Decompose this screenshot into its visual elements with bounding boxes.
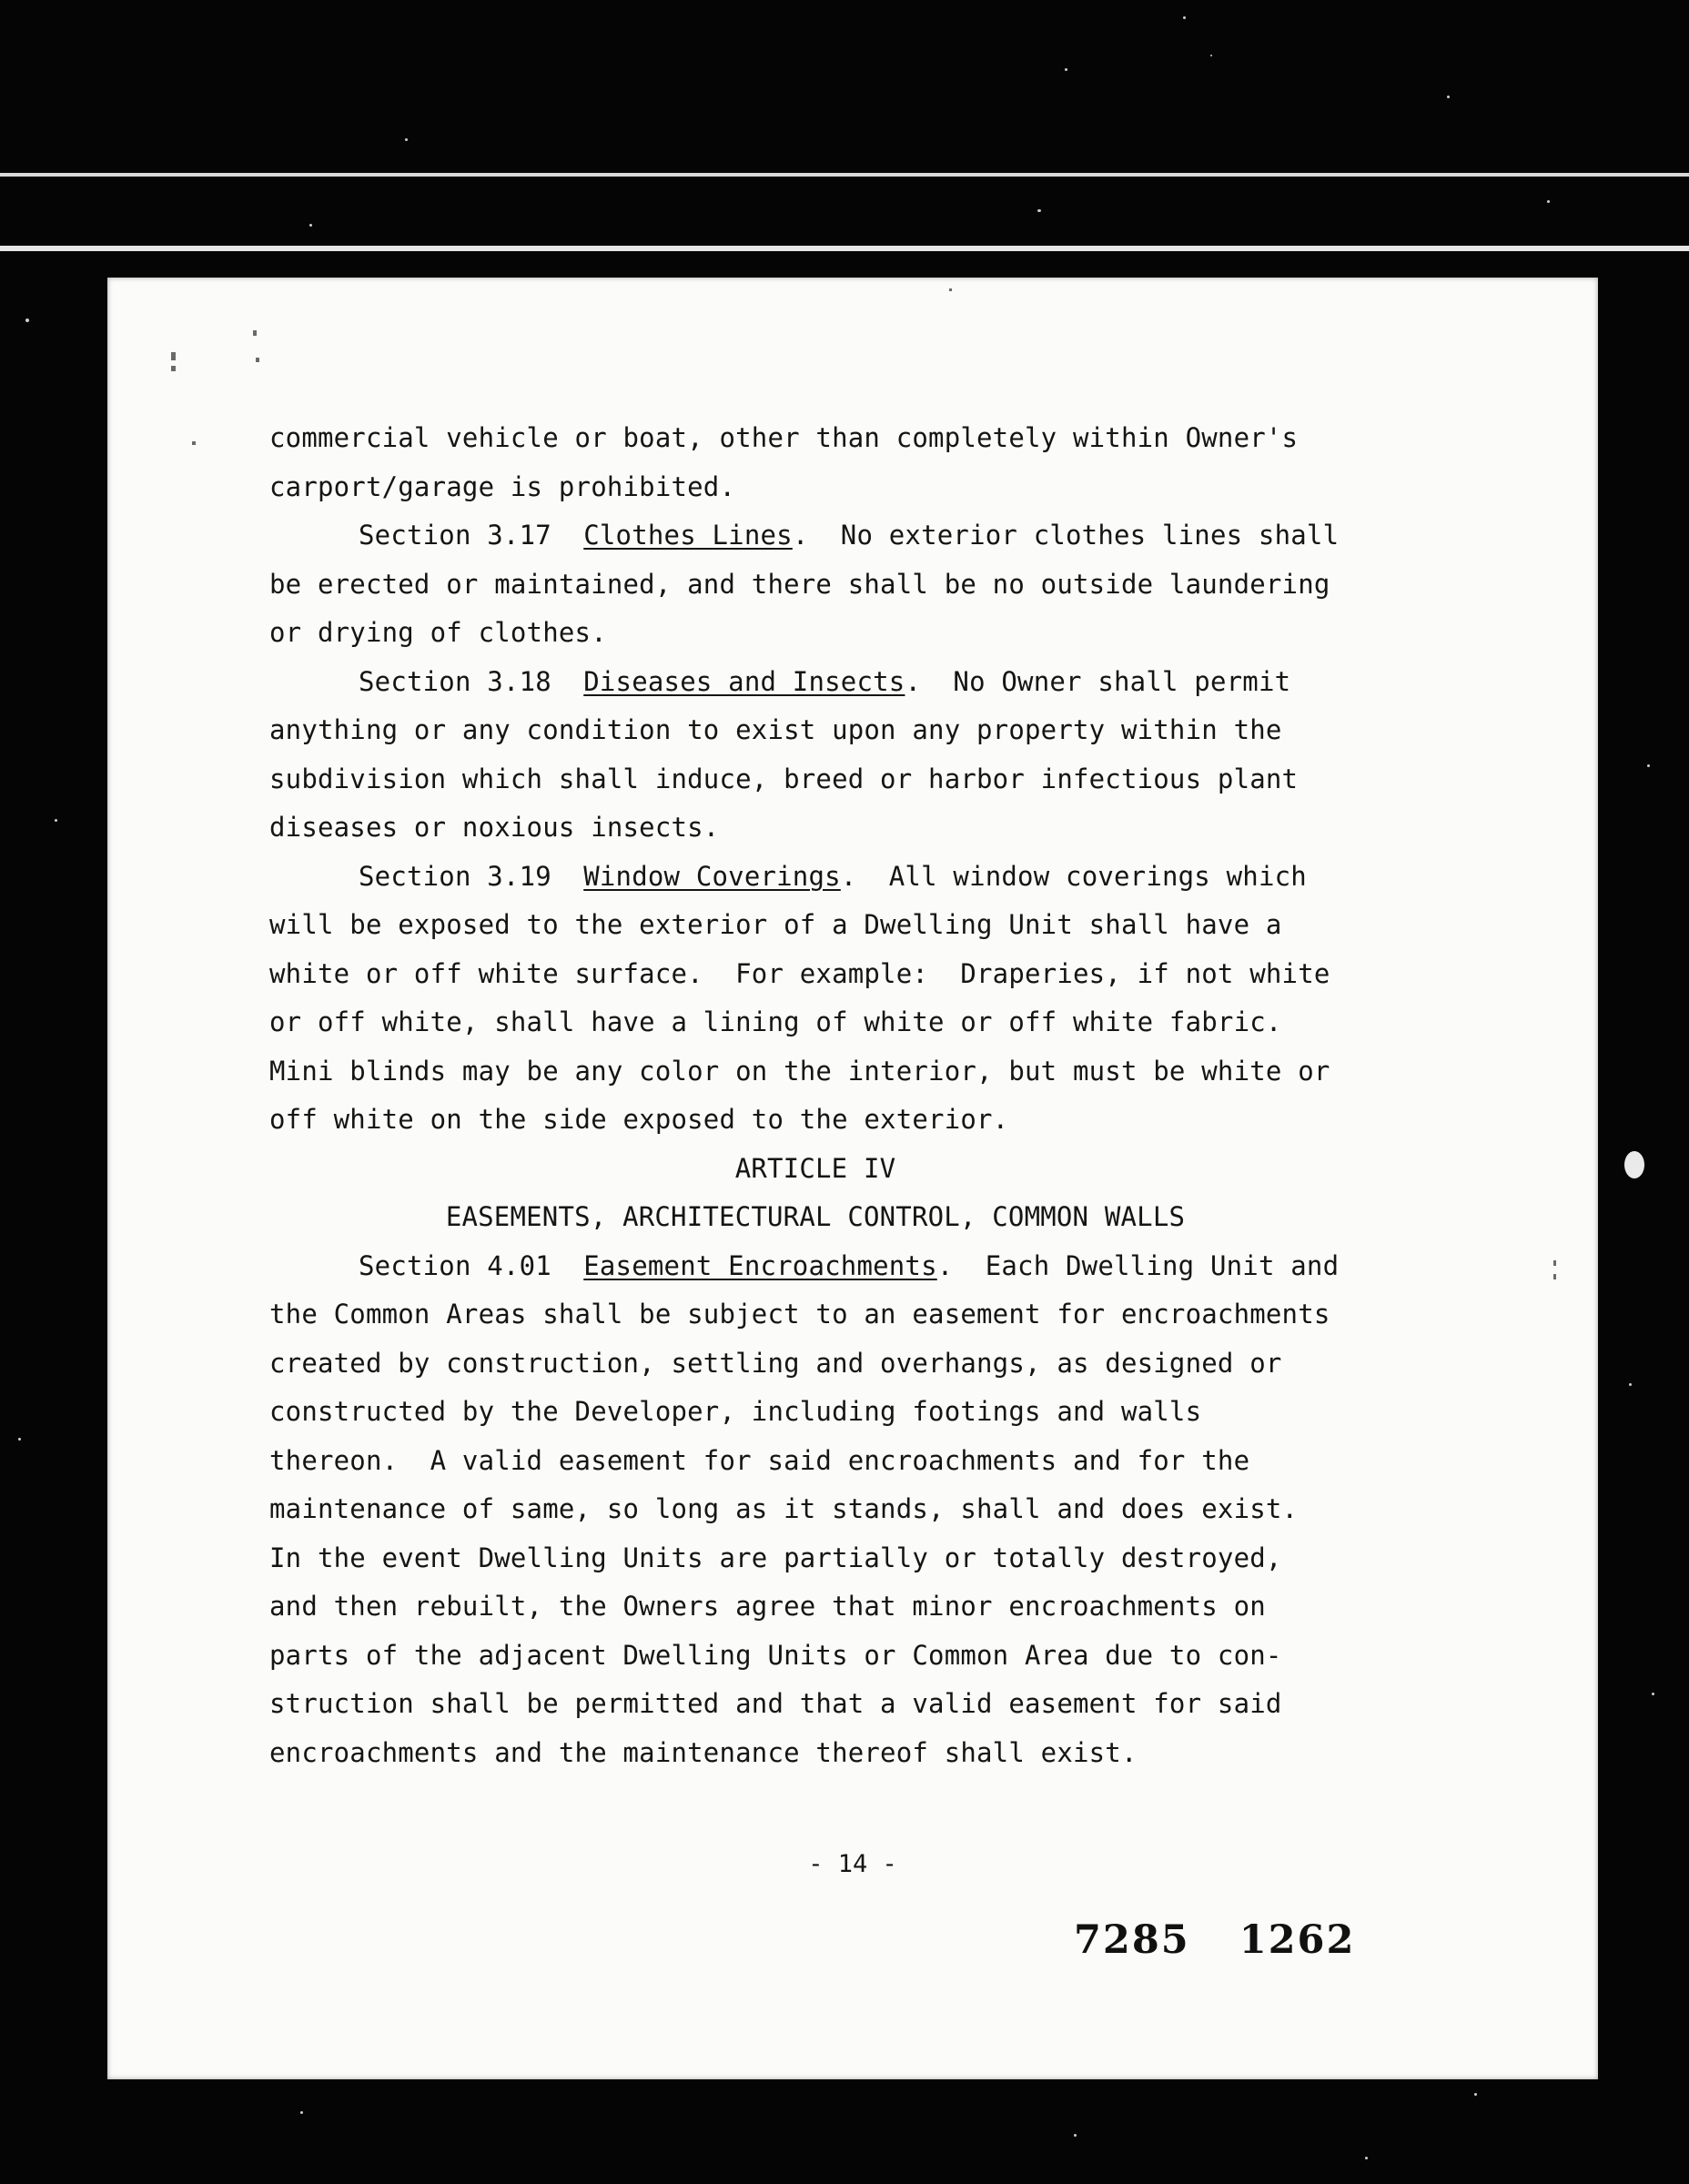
body-line: anything or any condition to exist upon any property within the	[269, 714, 1282, 745]
record-book: 7285	[1074, 1917, 1190, 1963]
body-line: Mini blinds may be any color on the interior, but must be white or	[269, 1055, 1330, 1087]
scan-noise	[1210, 55, 1212, 56]
scan-noise	[405, 138, 408, 141]
scan-noise	[1074, 2134, 1077, 2137]
page-speck	[171, 352, 176, 360]
page-speck	[256, 358, 259, 362]
section-text: . No Owner shall permit	[905, 665, 1291, 697]
scan-noise	[55, 819, 57, 822]
scan-noise	[1037, 209, 1041, 212]
scan-edge-line	[0, 173, 1689, 177]
section-number: Section 4.01	[359, 1249, 584, 1281]
article-heading: ARTICLE IV	[734, 1152, 896, 1184]
section-text: . No exterior clothes lines shall	[792, 520, 1340, 551]
scan-noise	[1065, 68, 1067, 71]
body-line: be erected or maintained, and there shall be no outside laundering	[269, 568, 1330, 600]
scan-noise	[1647, 764, 1650, 767]
page-number: - 14 -	[808, 1850, 897, 1878]
article-heading: EASEMENTS, ARCHITECTURAL CONTROL, COMMON WALLS	[445, 1201, 1186, 1232]
section-heading: Diseases and Insects	[583, 665, 905, 697]
section-number: Section 3.18	[359, 665, 584, 697]
body-line: the Common Areas shall be subject to an easement for encroachments	[269, 1299, 1330, 1330]
body-line: struction shall be permitted and that a valid easement for said	[269, 1688, 1282, 1719]
body-line: or off white, shall have a lining of white or off white fabric.	[269, 1006, 1282, 1037]
document-page	[107, 278, 1598, 2079]
scan-noise	[1652, 1693, 1654, 1695]
body-line: commercial vehicle or boat, other than completely within Owner's	[269, 422, 1299, 453]
record-number	[1074, 1917, 1355, 1963]
body-line: subdivision which shall induce, breed or harbor infectious plant	[269, 763, 1299, 794]
section-text: . Each Dwelling Unit and	[936, 1249, 1340, 1281]
page-speck	[949, 288, 952, 291]
page-speck	[171, 366, 176, 371]
section-heading: Window Coverings	[583, 860, 841, 892]
section-number: Section 3.19	[359, 860, 584, 892]
section-heading: Clothes Lines	[583, 520, 793, 551]
body-line: parts of the adjacent Dwelling Units or Common Area due to con-	[269, 1639, 1282, 1671]
body-line: thereon. A valid easement for said encroachments and for the	[269, 1444, 1250, 1476]
scan-noise	[300, 2111, 303, 2114]
body-line: encroachments and the maintenance thereof shall exist.	[269, 1736, 1138, 1768]
scan-noise	[1365, 2157, 1368, 2159]
scan-noise	[25, 318, 29, 322]
section-line	[269, 1242, 1543, 1291]
page-speck	[192, 441, 196, 445]
section-line	[269, 853, 1543, 902]
scan-noise	[1547, 200, 1550, 203]
body-line: and then rebuilt, the Owners agree that minor encroachments on	[269, 1591, 1266, 1622]
body-line: or drying of clothes.	[269, 617, 607, 648]
section-line	[269, 658, 1543, 707]
scan-noise	[309, 224, 312, 227]
body-line: white or off white surface. For example: Draperies, if not white	[269, 957, 1330, 989]
scan-noise	[1474, 2093, 1477, 2096]
body-line: maintenance of same, so long as it stands, shall and does exist.	[269, 1493, 1299, 1524]
section-number: Section 3.17	[359, 520, 584, 551]
document-body	[269, 414, 1543, 1777]
body-line: off white on the side exposed to the exterior.	[269, 1104, 1009, 1135]
body-line: carport/garage is prohibited.	[269, 470, 736, 502]
scan-noise	[1629, 1383, 1632, 1386]
scan-noise	[1624, 1151, 1644, 1178]
body-line: In the event Dwelling Units are partially or totally destroyed,	[269, 1542, 1282, 1573]
section-text: . All window coverings which	[840, 860, 1307, 892]
body-line: will be exposed to the exterior of a Dwelling Unit shall have a	[269, 909, 1282, 940]
scan-noise	[18, 1438, 21, 1441]
scan-noise	[1447, 96, 1450, 98]
page-speck	[253, 330, 257, 336]
body-line: diseases or noxious insects.	[269, 812, 720, 843]
scan-noise	[1183, 16, 1186, 19]
scan-edge-line	[0, 246, 1689, 251]
body-line: constructed by the Developer, including footings and walls	[269, 1396, 1202, 1427]
section-line	[269, 511, 1543, 561]
section-heading: Easement Encroachments	[583, 1249, 937, 1281]
page-speck	[1553, 1260, 1556, 1266]
record-page: 1262	[1239, 1917, 1356, 1963]
page-speck	[1553, 1274, 1556, 1279]
body-line: created by construction, settling and overhangs, as designed or	[269, 1347, 1282, 1379]
